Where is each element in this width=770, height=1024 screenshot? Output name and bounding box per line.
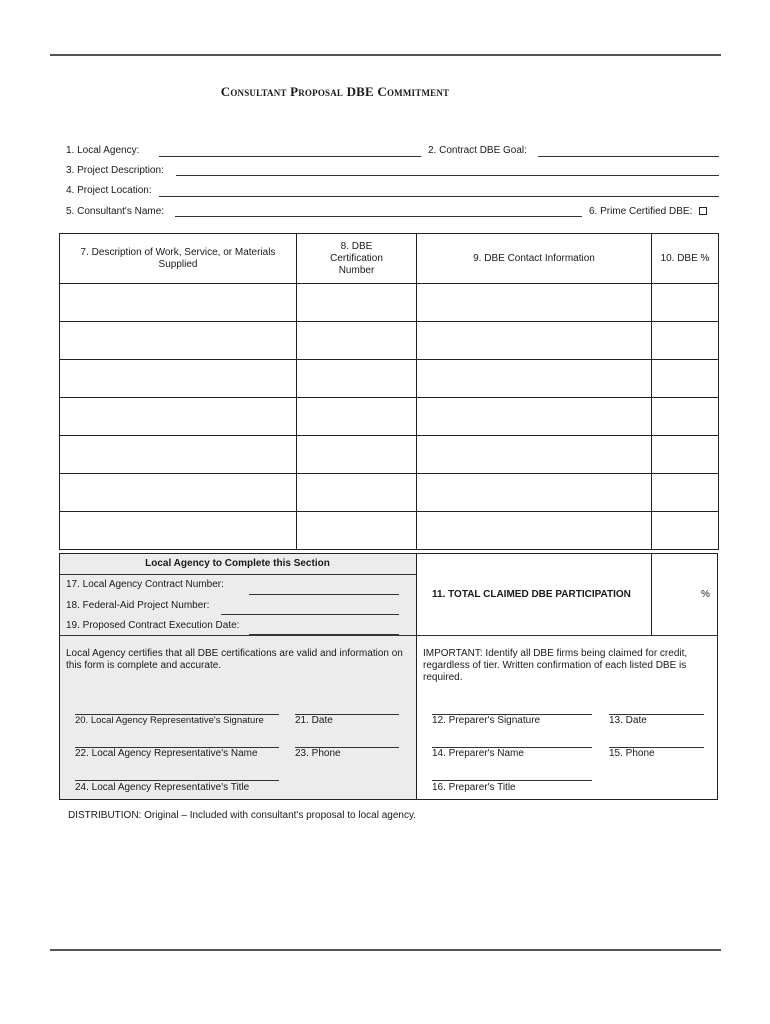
consultant-name-field[interactable] bbox=[175, 216, 582, 217]
participation-divider bbox=[415, 635, 718, 636]
project-description-field[interactable] bbox=[176, 175, 719, 176]
execution-date-label: 19. Proposed Contract Execution Date: bbox=[66, 620, 240, 631]
certification-cell[interactable] bbox=[297, 512, 417, 550]
participation-separator bbox=[651, 553, 652, 635]
column-header-percent: 10. DBE % bbox=[652, 234, 719, 284]
certification-statement: Local Agency certifies that all DBE certifications are valid and information on this form is complete and accurate. bbox=[66, 648, 403, 671]
column-header-certification: 8. DBE Certification Number bbox=[297, 234, 417, 284]
percent-cell[interactable] bbox=[652, 512, 719, 550]
page-title: Consultant Proposal DBE Commitment bbox=[220, 84, 450, 99]
agency-date-label: 21. Date bbox=[295, 715, 333, 726]
federal-aid-field[interactable] bbox=[221, 614, 399, 615]
percent-cell[interactable] bbox=[652, 436, 719, 474]
description-cell[interactable] bbox=[60, 398, 297, 436]
contact-cell[interactable] bbox=[417, 512, 652, 550]
distribution-note: DISTRIBUTION: Original – Included with consultant's proposal to local agency. bbox=[68, 810, 416, 821]
contact-cell[interactable] bbox=[417, 398, 652, 436]
agency-divider bbox=[59, 635, 416, 636]
contact-cell[interactable] bbox=[417, 360, 652, 398]
contract-number-field[interactable] bbox=[249, 594, 399, 595]
certification-cell[interactable] bbox=[297, 322, 417, 360]
table-row bbox=[60, 436, 719, 474]
project-location-field[interactable] bbox=[159, 196, 719, 197]
contact-cell[interactable] bbox=[417, 436, 652, 474]
certification-cell[interactable] bbox=[297, 436, 417, 474]
description-cell[interactable] bbox=[60, 436, 297, 474]
preparer-title-field[interactable] bbox=[432, 780, 592, 781]
dbe-table bbox=[59, 233, 719, 550]
project-location-label: 4. Project Location: bbox=[66, 185, 152, 196]
percent-cell[interactable] bbox=[652, 322, 719, 360]
participation-unit: % bbox=[701, 589, 710, 600]
percent-cell[interactable] bbox=[652, 398, 719, 436]
top-rule bbox=[50, 54, 721, 56]
table-row bbox=[60, 322, 719, 360]
contact-cell[interactable] bbox=[417, 322, 652, 360]
contract-number-label: 17. Local Agency Contract Number: bbox=[66, 579, 224, 590]
important-note: IMPORTANT: Identify all DBE firms being claimed for credit, regardless of tier. Written confirmation of each listed DBE is required. bbox=[423, 648, 688, 683]
contact-cell[interactable] bbox=[417, 474, 652, 512]
certification-cell[interactable] bbox=[297, 284, 417, 322]
table-row bbox=[60, 284, 719, 322]
table-row bbox=[60, 512, 719, 550]
percent-cell[interactable] bbox=[652, 474, 719, 512]
percent-cell[interactable] bbox=[652, 360, 719, 398]
rep-name-label: 22. Local Agency Representative's Name bbox=[75, 748, 258, 759]
column-header-description: 7. Description of Work, Service, or Materials Supplied bbox=[60, 234, 297, 284]
local-agency-section bbox=[59, 553, 417, 800]
project-description-label: 3. Project Description: bbox=[66, 165, 164, 176]
contract-goal-field[interactable] bbox=[538, 156, 719, 157]
agency-phone-label: 23. Phone bbox=[295, 748, 341, 759]
prime-certified-label: 6. Prime Certified DBE: bbox=[589, 206, 693, 217]
preparer-date-label: 13. Date bbox=[609, 715, 647, 726]
description-cell[interactable] bbox=[60, 360, 297, 398]
rep-title-label: 24. Local Agency Representative's Title bbox=[75, 782, 250, 793]
contact-cell[interactable] bbox=[417, 284, 652, 322]
local-agency-field[interactable] bbox=[159, 156, 421, 157]
percent-cell[interactable] bbox=[652, 284, 719, 322]
preparer-title-label: 16. Preparer's Title bbox=[432, 782, 516, 793]
certification-cell[interactable] bbox=[297, 360, 417, 398]
prime-certified-checkbox[interactable] bbox=[699, 207, 707, 215]
table-row bbox=[60, 398, 719, 436]
rep-title-field[interactable] bbox=[75, 780, 279, 781]
description-cell[interactable] bbox=[60, 512, 297, 550]
federal-aid-label: 18. Federal-Aid Project Number: bbox=[66, 600, 210, 611]
certification-cell[interactable] bbox=[297, 398, 417, 436]
agency-section-header: Local Agency to Complete this Section bbox=[145, 558, 330, 569]
participation-label: 11. TOTAL CLAIMED DBE PARTICIPATION bbox=[432, 589, 631, 600]
preparer-signature-label: 12. Preparer's Signature bbox=[432, 715, 541, 726]
table-row bbox=[60, 474, 719, 512]
contract-goal-label: 2. Contract DBE Goal: bbox=[428, 145, 527, 156]
description-cell[interactable] bbox=[60, 474, 297, 512]
local-agency-label: 1. Local Agency: bbox=[66, 145, 140, 156]
description-cell[interactable] bbox=[60, 322, 297, 360]
certification-cell[interactable] bbox=[297, 474, 417, 512]
description-cell[interactable] bbox=[60, 284, 297, 322]
rep-signature-label: 20. Local Agency Representative's Signature bbox=[75, 715, 264, 726]
table-row bbox=[60, 360, 719, 398]
preparer-name-label: 14. Preparer's Name bbox=[432, 748, 524, 759]
bottom-rule bbox=[50, 949, 721, 951]
consultant-name-label: 5. Consultant's Name: bbox=[66, 206, 165, 217]
preparer-phone-label: 15. Phone bbox=[609, 748, 655, 759]
agency-header-divider bbox=[59, 574, 416, 575]
column-header-contact: 9. DBE Contact Information bbox=[417, 234, 652, 284]
